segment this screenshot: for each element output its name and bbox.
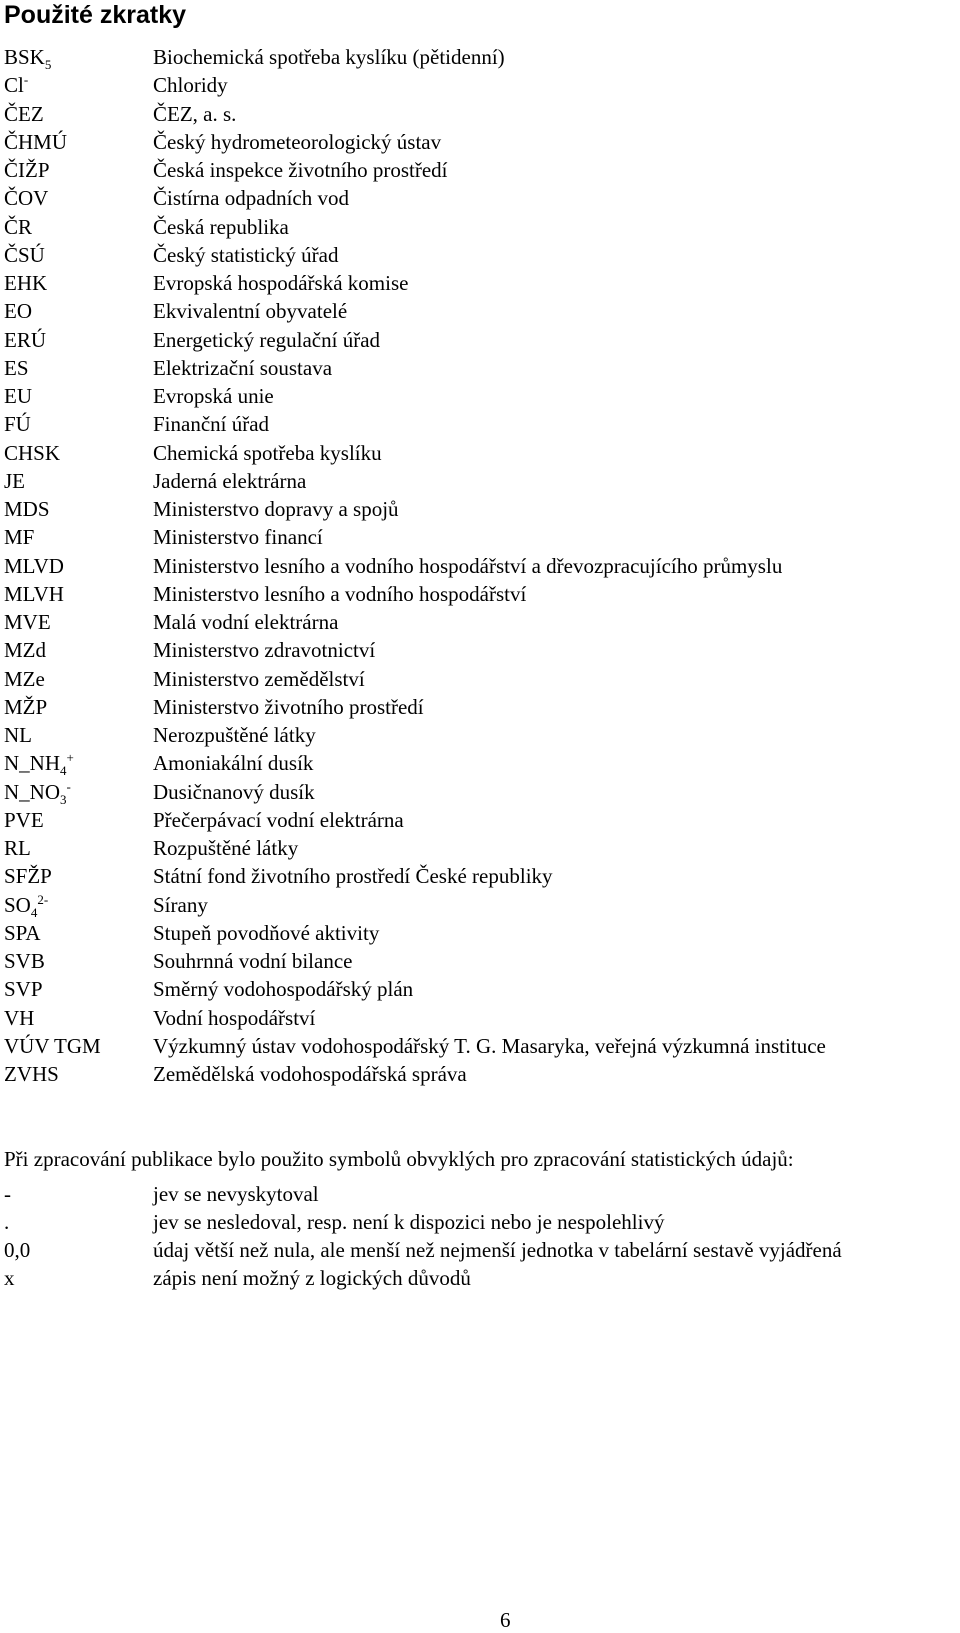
abbreviation-text: BSK [4, 45, 45, 69]
abbreviation-row [4, 241, 954, 269]
abbreviation-superscript: 2- [37, 891, 49, 907]
abbreviation-meaning: Souhrnná vodní bilance [153, 949, 353, 973]
page-number: 6 [500, 1608, 511, 1632]
abbreviation-row [4, 975, 954, 1003]
abbreviation-term [4, 947, 45, 975]
abbreviation-text: EO [4, 299, 32, 324]
symbol-mark: . [4, 1210, 10, 1234]
abbreviation-row [4, 213, 954, 241]
abbreviation-list [4, 43, 954, 1088]
abbreviation-row [4, 891, 954, 919]
abbreviation-meaning: Evropská unie [153, 384, 274, 408]
abbreviation-text: ERÚ [4, 327, 46, 352]
abbreviation-row [4, 806, 954, 834]
abbreviation-meaning: Elektrizační soustava [153, 355, 333, 380]
abbreviation-row [4, 439, 954, 467]
abbreviation-term [4, 862, 52, 890]
abbreviation-text: EHK [4, 271, 48, 295]
symbol-row [4, 1180, 960, 1208]
abbreviation-text: MVE [4, 610, 51, 634]
abbreviation-meaning: Ministerstvo životního prostředí [153, 694, 424, 719]
abbreviation-row [4, 1060, 954, 1088]
abbreviation-meaning: Zemědělská vodohospodářská správa [153, 1062, 467, 1086]
abbreviation-meaning: Biochemická spotřeba kyslíku (pětidenní) [153, 45, 505, 69]
abbreviation-meaning: Jaderná elektrárna [153, 468, 307, 493]
abbreviation-text: ZVHS [4, 1062, 59, 1086]
symbol-row [4, 1236, 960, 1264]
abbreviation-text: MLVD [4, 553, 64, 578]
abbreviation-meaning: Ekvivalentní obyvatelé [153, 299, 348, 324]
abbreviation-row [4, 523, 954, 551]
abbreviation-meaning: Dusičnanový dusík [153, 779, 315, 804]
abbreviation-term [4, 382, 32, 410]
abbreviation-row [4, 580, 954, 608]
abbreviation-meaning: Ministerstvo zdravotnictví [153, 638, 376, 663]
abbreviation-meaning: Český hydrometeorologický ústav [153, 129, 442, 154]
abbreviation-term [4, 806, 44, 834]
abbreviation-term [4, 410, 31, 438]
abbreviation-meaning: Malá vodní elektrárna [153, 610, 339, 634]
abbreviation-text: ČHMÚ [4, 129, 68, 154]
abbreviation-text: RL [4, 836, 31, 860]
abbreviation-meaning: Výzkumný ústav vodohospodářský T. G. Masaryka, veřejná výzkumná instituce [153, 1033, 826, 1058]
abbreviation-row [4, 636, 954, 664]
abbreviation-row [4, 862, 954, 890]
abbreviation-meaning: Rozpuštěné látky [153, 836, 299, 860]
abbreviation-text: MDS [4, 497, 50, 521]
abbreviation-text: N_NO [4, 779, 60, 804]
abbreviation-meaning: Státní fond životního prostředí České republiky [153, 864, 553, 889]
symbol-mark: 0,0 [4, 1238, 31, 1262]
abbreviation-term [4, 608, 51, 636]
abbreviation-subscript: 4 [30, 904, 38, 920]
abbreviation-row [4, 834, 954, 862]
abbreviation-term [4, 213, 32, 241]
abbreviation-row [4, 467, 954, 495]
abbreviation-term [4, 71, 28, 99]
abbreviation-term [4, 975, 43, 1003]
abbreviation-text: SFŽP [4, 864, 52, 889]
abbreviation-term [4, 184, 48, 212]
abbreviation-meaning: Chloridy [153, 73, 228, 98]
abbreviation-term [4, 580, 64, 608]
abbreviation-row [4, 128, 954, 156]
abbreviation-term [4, 467, 25, 495]
abbreviation-text: ES [4, 355, 29, 380]
abbreviation-subscript: 5 [44, 57, 52, 73]
symbol-row [4, 1208, 960, 1236]
abbreviation-row [4, 947, 954, 975]
symbol-row [4, 1264, 960, 1292]
abbreviation-meaning: Česká republika [153, 214, 289, 239]
abbreviation-term [4, 297, 32, 325]
abbreviation-text: JE [4, 468, 25, 493]
abbreviation-meaning: ČEZ, a. s. [153, 101, 237, 126]
abbreviation-term [4, 100, 44, 128]
abbreviation-meaning: Nerozpuštěné látky [153, 723, 316, 747]
abbreviation-row [4, 1004, 954, 1032]
abbreviation-text: ČSÚ [4, 242, 45, 267]
abbreviation-meaning: Čistírna odpadních vod [153, 186, 349, 211]
symbols-intro: Při zpracování publikace bylo použito symbolů obvyklých pro zpracování statistických údajů: [4, 1147, 794, 1171]
abbreviation-row [4, 326, 954, 354]
abbreviation-row [4, 184, 954, 212]
abbreviation-text: Cl [4, 73, 24, 98]
abbreviation-term [4, 834, 31, 862]
abbreviation-row [4, 495, 954, 523]
abbreviation-text: FÚ [4, 412, 31, 437]
abbreviation-row [4, 1032, 954, 1060]
abbreviation-text: MZe [4, 666, 45, 691]
abbreviation-meaning: Ministerstvo lesního a vodního hospodářství [153, 581, 527, 606]
abbreviation-meaning: Amoniakální dusík [153, 751, 314, 776]
abbreviation-text: ČOV [4, 186, 49, 211]
abbreviation-meaning: Vodní hospodářství [153, 1005, 316, 1030]
abbreviation-meaning: Energetický regulační úřad [153, 327, 381, 352]
abbreviation-row [4, 552, 954, 580]
abbreviation-row [4, 693, 954, 721]
abbreviation-text: VH [4, 1005, 35, 1030]
symbol-mark: x [4, 1266, 15, 1290]
abbreviation-term [4, 749, 74, 777]
abbreviation-term [4, 439, 60, 467]
abbreviation-text: MZd [4, 638, 46, 663]
symbol-meaning: jev se nevyskytoval [153, 1182, 319, 1206]
abbreviation-row [4, 269, 954, 297]
abbreviation-meaning: Přečerpávací vodní elektrárna [153, 807, 404, 832]
abbreviation-term [4, 1004, 34, 1032]
abbreviation-term [4, 1060, 59, 1088]
abbreviation-text: PVE [4, 807, 44, 832]
symbol-mark: - [4, 1182, 11, 1206]
abbreviation-term [4, 891, 48, 919]
abbreviation-subscript: 3 [60, 791, 67, 807]
abbreviation-text: ČEZ [4, 101, 44, 126]
abbreviation-meaning: Ministerstvo dopravy a spojů [153, 497, 399, 521]
abbreviation-text: VÚV TGM [4, 1033, 101, 1058]
abbreviation-superscript: - [23, 72, 29, 88]
abbreviation-row [4, 721, 954, 749]
abbreviation-term [4, 1032, 101, 1060]
abbreviation-text: MŽP [4, 694, 48, 719]
abbreviation-row [4, 382, 954, 410]
abbreviation-term [4, 156, 50, 184]
abbreviation-row [4, 100, 954, 128]
abbreviation-row [4, 297, 954, 325]
abbreviation-text: CHSK [4, 440, 61, 465]
abbreviation-term [4, 552, 64, 580]
abbreviation-term [4, 523, 34, 551]
abbreviation-term [4, 495, 50, 523]
abbreviation-meaning: Česká inspekce životního prostředí [153, 158, 448, 182]
abbreviation-text: NL [4, 723, 32, 747]
abbreviation-meaning: Směrný vodohospodářský plán [153, 977, 414, 1002]
symbol-meaning: údaj větší než nula, ale menší než nejmenší jednotka v tabelární sestavě vyjádřená [153, 1238, 842, 1262]
abbreviation-text: MLVH [4, 581, 64, 606]
abbreviation-term [4, 326, 46, 354]
abbreviation-meaning: Chemická spotřeba kyslíku [153, 440, 382, 465]
abbreviation-term [4, 269, 47, 297]
abbreviation-meaning: Ministerstvo zemědělství [153, 666, 365, 691]
abbreviation-text: EU [4, 384, 32, 408]
abbreviation-term [4, 354, 29, 382]
abbreviation-meaning: Finanční úřad [153, 412, 270, 437]
symbol-meaning: zápis není možný z logických důvodů [153, 1266, 471, 1290]
abbreviation-term [4, 241, 45, 269]
abbreviation-superscript: - [66, 778, 71, 794]
abbreviation-meaning: Sírany [153, 892, 208, 917]
abbreviation-row [4, 156, 954, 184]
abbreviation-row [4, 71, 954, 99]
abbreviation-text: MF [4, 525, 35, 550]
symbol-list [4, 1180, 960, 1292]
abbreviation-row [4, 749, 954, 777]
abbreviation-text: SVB [4, 949, 45, 973]
page-title: Použité zkratky [4, 1, 187, 29]
abbreviation-text: ČR [4, 214, 33, 239]
abbreviation-term [4, 128, 67, 156]
abbreviation-meaning: Evropská hospodářská komise [153, 271, 409, 295]
abbreviation-meaning: Ministerstvo lesního a vodního hospodářství a dřevozpracujícího průmyslu [153, 553, 783, 578]
abbreviation-row [4, 665, 954, 693]
abbreviation-meaning: Ministerstvo financí [153, 525, 323, 550]
abbreviation-row [4, 608, 954, 636]
abbreviation-text: ČIŽP [4, 158, 50, 182]
abbreviation-text: SO [4, 892, 31, 917]
abbreviation-term [4, 693, 47, 721]
abbreviation-text: N_NH [4, 751, 60, 776]
abbreviation-term [4, 778, 71, 806]
abbreviation-row [4, 410, 954, 438]
abbreviation-term [4, 636, 46, 664]
abbreviation-term [4, 721, 32, 749]
abbreviation-meaning: Český statistický úřad [153, 242, 339, 267]
abbreviation-meaning: Stupeň povodňové aktivity [153, 920, 380, 945]
abbreviation-row [4, 43, 954, 71]
abbreviation-term [4, 665, 45, 693]
abbreviation-term [4, 919, 41, 947]
abbreviation-row [4, 778, 954, 806]
abbreviation-subscript: 4 [60, 763, 67, 779]
abbreviation-row [4, 919, 954, 947]
abbreviation-term [4, 43, 51, 71]
abbreviation-text: SVP [4, 977, 43, 1002]
symbol-meaning: jev se nesledoval, resp. není k dispozici nebo je nespolehlivý [153, 1210, 665, 1234]
abbreviation-superscript: + [66, 750, 74, 766]
abbreviation-row [4, 354, 954, 382]
abbreviation-text: SPA [4, 920, 41, 945]
